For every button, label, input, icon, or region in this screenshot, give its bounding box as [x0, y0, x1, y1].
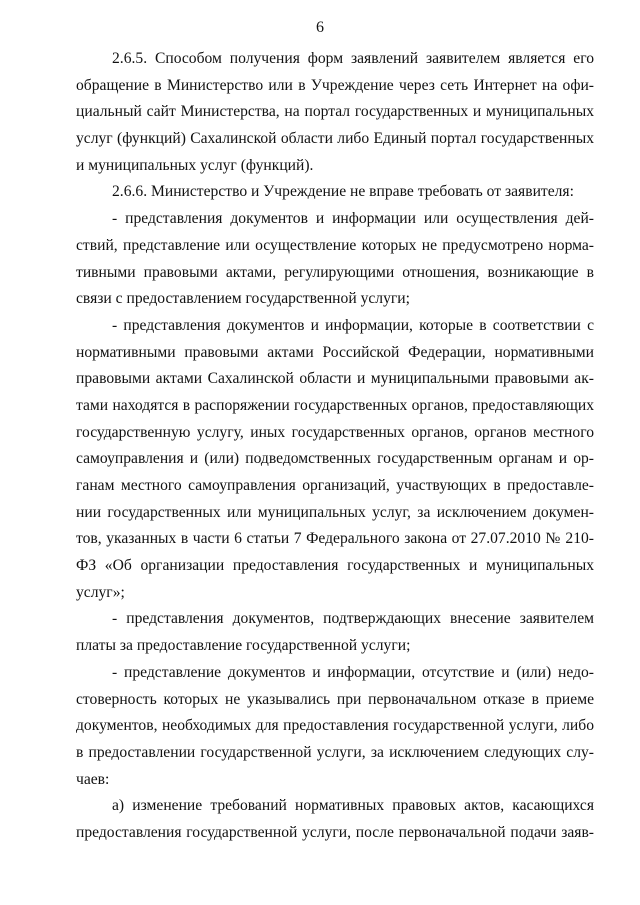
text-line: тами находятся в распоряжении государственных органов, предоставляющих	[76, 396, 594, 414]
text-line: платы за предоставление государственной услуги;	[76, 637, 411, 655]
page-number: 6	[316, 19, 324, 36]
text-line: а) изменение требований нормативных правовых актов, касающихся	[112, 797, 594, 815]
text-line: услуг»;	[76, 583, 125, 601]
text-line: - представления документов, подтверждающих внесение заявителем	[112, 610, 594, 628]
text-line: и муниципальных услуг (функций).	[76, 156, 314, 174]
text-line: самоуправления и (или) подведомственных государственным органам и ор-	[76, 450, 594, 468]
text-line: циальный сайт Министерства, на портал государственных и муниципальных	[76, 103, 594, 121]
text-line: - представления документов и информации или осуществления дей-	[112, 210, 594, 228]
text-line: правовыми актами Сахалинской области и муниципальными правовыми ак-	[76, 370, 594, 388]
text-line: нии государственных или муниципальных услуг, за исключением докумен-	[76, 503, 594, 521]
text-line: в предоставлении государственной услуги, за исключением следующих слу-	[76, 743, 594, 761]
text-line: обращение в Министерство или в Учреждение через сеть Интернет на офи-	[76, 76, 594, 94]
text-line: ганам местного самоуправления организаций, участвующих в предоставле-	[76, 477, 594, 494]
text-line: связи с предоставлением государственной услуги;	[76, 290, 410, 308]
text-line: документов, необходимых для предоставления государственной услуги, либо	[76, 717, 594, 735]
text-line: - представление документов и информации, отсутствие и (или) недо-	[112, 663, 594, 681]
text-line: 2.6.5. Способом получения форм заявлений заявителем является его	[112, 50, 594, 67]
text-line: ствий, представление или осуществление которых не предусмотрено норма-	[76, 236, 594, 254]
document-body	[76, 46, 594, 847]
text-line: услуг (функций) Сахалинской области либо Единый портал государственных	[76, 130, 594, 148]
text-line: тивными правовыми актами, регулирующими отношения, возникающие в	[76, 263, 594, 281]
text-line: чаев:	[76, 770, 110, 788]
text-line: ФЗ «Об организации предоставления государственных и муниципальных	[76, 557, 594, 575]
text-line: государственную услугу, иных государственных органов, органов местного	[76, 423, 594, 441]
text-line: нормативными правовыми актами Российской Федерации, нормативными	[76, 343, 594, 361]
text-line: 2.6.6. Министерство и Учреждение не вправе требовать от заявителя:	[112, 183, 574, 201]
text-line: тов, указанных в части 6 статьи 7 Федерального закона от 27.07.2010 № 210-	[76, 530, 594, 548]
text-line: предоставления государственной услуги, после первоначальной подачи заяв-	[76, 823, 594, 841]
text-line: - представления документов и информации, которые в соответствии с	[112, 316, 594, 334]
text-line: стоверность которых не указывались при первоначальном отказе в приеме	[76, 690, 594, 708]
